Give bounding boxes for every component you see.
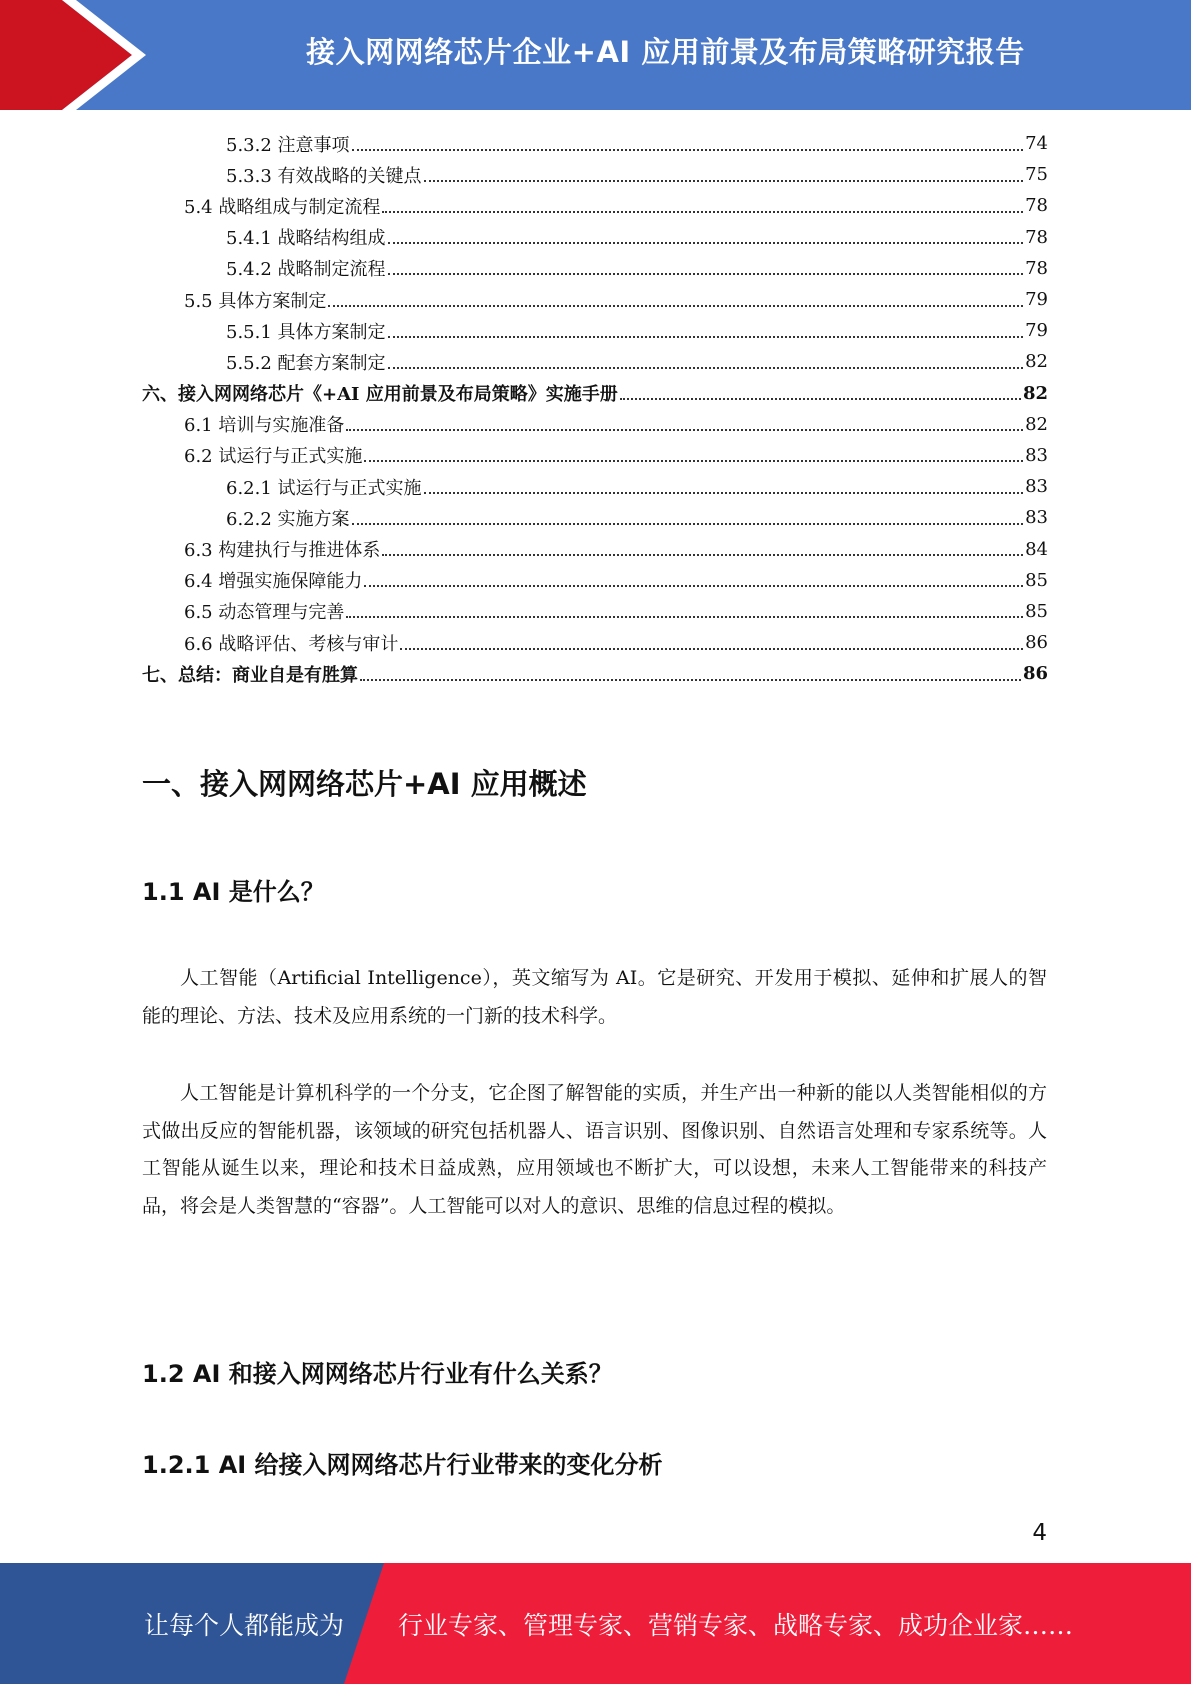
toc-dot-leader [382,211,1023,213]
toc-dot-leader [364,585,1023,587]
toc-entry[interactable] [142,409,1048,440]
toc-entry-title: 七、总结：商业自是有胜算 [142,664,358,686]
section-heading-1-2-1: 1.2.1 AI 给接入网网络芯片行业带来的变化分析 [142,1451,663,1479]
table-of-contents [142,128,1048,689]
page-header [0,0,1191,110]
toc-dot-leader [346,429,1023,431]
toc-entry[interactable] [142,222,1048,253]
toc-entry-page: 75 [1025,164,1048,186]
toc-entry[interactable] [142,596,1048,627]
toc-dot-leader [360,679,1021,681]
toc-dot-leader [388,336,1024,338]
toc-dot-leader [424,492,1024,494]
toc-entry[interactable] [142,315,1048,346]
toc-entry-title: 5.5 具体方案制定 [184,290,327,312]
toc-entry-title: 5.3.3 有效战略的关键点 [226,165,422,187]
toc-entry-title: 5.3.2 注意事项 [226,134,350,156]
toc-entry-page: 86 [1022,663,1048,685]
page-footer [0,1563,1191,1684]
toc-dot-leader [364,460,1023,462]
toc-entry[interactable] [142,627,1048,658]
toc-entry[interactable] [142,471,1048,502]
toc-entry-title: 6.2.1 试运行与正式实施 [226,477,422,499]
toc-dot-leader [620,398,1021,400]
paragraph-ai-definition: 人工智能（Artificial Intelligence），英文缩写为 AI。它是研究、开发用于模拟、延伸和扩展人的智能的理论、方法、技术及应用系统的一门新的技术科学。 [142,967,1047,1027]
toc-dot-leader [400,648,1023,650]
toc-entry[interactable] [142,190,1048,221]
toc-dot-leader [328,305,1023,307]
toc-entry-page: 82 [1025,351,1048,373]
toc-entry-page: 78 [1025,195,1048,217]
paragraph-ai-branch: 人工智能是计算机科学的一个分支，它企图了解智能的实质，并生产出一种新的能以人类智能相似的方式做出反应的智能机器，该领域的研究包括机器人、语言识别、图像识别、自然语言处理和专家系统等。人工智能从诞生以来，理论和技术日益成熟，应用领域也不断扩大，可以设想，未来人工智能带来的科技产品，将会是人类智慧的“容器”。人工智能可以对人的意识、思维的信息过程的模拟。 [142,1082,1047,1217]
toc-entry-title: 5.4.1 战略结构组成 [226,228,386,250]
toc-entry-title: 5.5.2 配套方案制定 [226,352,386,374]
toc-entry-page: 83 [1025,507,1048,529]
toc-dot-leader [388,367,1024,369]
toc-entry-title: 6.4 增强实施保障能力 [184,571,363,593]
toc-dot-leader [388,242,1024,244]
toc-entry-title: 6.5 动态管理与完善 [184,602,345,624]
toc-entry-page: 85 [1025,569,1048,591]
toc-entry[interactable] [142,346,1048,377]
toc-entry-page: 85 [1025,600,1048,622]
toc-entry[interactable] [142,502,1048,533]
toc-entry-title: 6.2.2 实施方案 [226,508,350,530]
toc-entry[interactable] [142,159,1048,190]
toc-entry-title: 6.3 构建执行与推进体系 [184,540,381,562]
toc-entry[interactable] [142,658,1048,689]
toc-dot-leader [352,523,1024,525]
toc-dot-leader [388,273,1024,275]
toc-entry-title: 6.2 试运行与正式实施 [184,446,363,468]
toc-dot-leader [382,554,1023,556]
toc-entry[interactable] [142,253,1048,284]
header-arrow-decoration [0,0,150,110]
toc-entry-page: 84 [1025,538,1048,560]
toc-entry-title: 6.1 培训与实施准备 [184,415,345,437]
page-number: 4 [1032,1520,1047,1546]
toc-entry-page: 83 [1025,476,1048,498]
toc-entry-title: 6.6 战略评估、考核与审计 [184,633,399,655]
toc-entry-title: 5.4 战略组成与制定流程 [184,196,381,218]
toc-entry[interactable] [142,565,1048,596]
toc-entry[interactable] [142,378,1048,409]
toc-entry-title: 5.4.2 战略制定流程 [226,259,386,281]
toc-entry[interactable] [142,128,1048,159]
toc-entry-page: 79 [1025,320,1048,342]
toc-entry-page: 78 [1025,226,1048,248]
toc-entry-page: 79 [1025,289,1048,311]
toc-entry-title: 5.5.1 具体方案制定 [226,321,386,343]
toc-entry-page: 82 [1025,413,1048,435]
chapter-heading: 一、接入网网络芯片+AI 应用概述 [142,767,587,801]
toc-entry-page: 86 [1025,632,1048,654]
toc-entry[interactable] [142,533,1048,564]
toc-entry-title: 六、接入网网络芯片《+AI 应用前景及布局策略》实施手册 [142,384,618,406]
toc-dot-leader [346,616,1023,618]
toc-entry[interactable] [142,440,1048,471]
toc-entry-page: 78 [1025,257,1048,279]
section-heading-1-2: 1.2 AI 和接入网网络芯片行业有什么关系？ [142,1360,613,1388]
toc-dot-leader [424,180,1024,182]
footer-slogan-right: 行业专家、管理专家、营销专家、战略专家、成功企业家…… [398,1610,1074,1640]
toc-entry-page: 74 [1025,133,1048,155]
header-title: 接入网网络芯片企业+AI 应用前景及布局策略研究报告 [306,34,1025,69]
toc-entry[interactable] [142,284,1048,315]
toc-dot-leader [352,149,1024,151]
section-heading-1-1: 1.1 AI 是什么？ [142,878,325,906]
toc-entry-page: 82 [1022,382,1048,404]
toc-entry-page: 83 [1025,444,1048,466]
footer-slogan-left: 让每个人都能成为 [144,1610,345,1640]
